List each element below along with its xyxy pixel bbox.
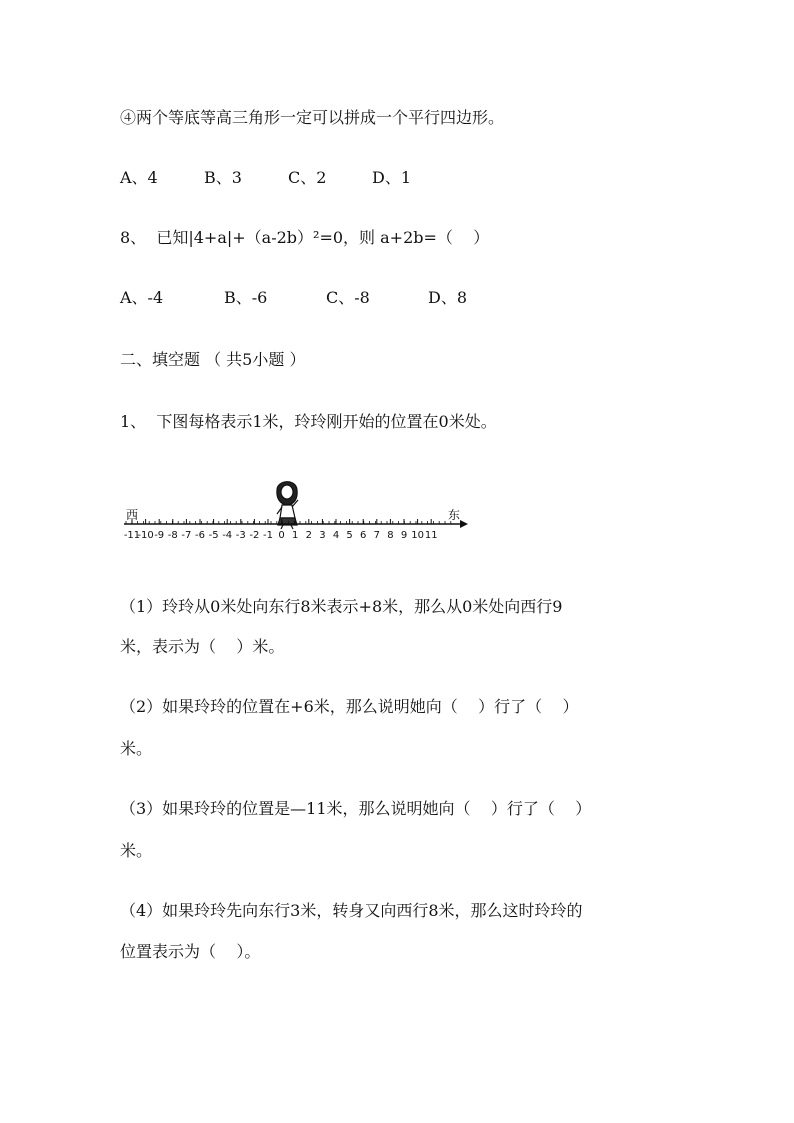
tick-label: -8 bbox=[167, 530, 178, 541]
sub-question-3-line-2: 米。 bbox=[120, 841, 153, 860]
tick-label: -10 bbox=[137, 530, 154, 541]
q7-option-c: C、2 bbox=[288, 168, 327, 187]
tick-label: -9 bbox=[154, 530, 165, 541]
east-label: 东 bbox=[448, 508, 461, 522]
number-line-figure bbox=[120, 472, 480, 547]
tick-label: 8 bbox=[387, 530, 394, 541]
tick-label: -6 bbox=[195, 530, 205, 541]
tick-label: 2 bbox=[305, 530, 312, 541]
q8-option-b: B、-6 bbox=[224, 288, 268, 307]
sub-question-1-line-2: 米，表示为（ ）米。 bbox=[120, 637, 285, 656]
section-2-title: 二、填空题 （ 共5小题 ） bbox=[120, 350, 306, 369]
west-label: 西 bbox=[126, 508, 139, 522]
tick-label: -3 bbox=[235, 530, 246, 541]
tick-label: 3 bbox=[319, 530, 326, 541]
q8-question: 8、 已知|4+a|+（a-2b）²=0，则 a+2b=（ ） bbox=[120, 228, 490, 247]
sub-question-2-line-1: （2）如果玲玲的位置在+6米，那么说明她向（ ）行了（ ） bbox=[120, 697, 579, 716]
tick-label: 9 bbox=[400, 530, 408, 541]
tick-label: -4 bbox=[222, 530, 233, 541]
tick-label: -7 bbox=[181, 530, 192, 541]
fill-question-1-intro: 1、 下图每格表示1米，玲玲刚开始的位置在0米处。 bbox=[120, 412, 497, 431]
tick-label: -11 bbox=[123, 530, 141, 541]
sub-question-4-line-1: （4）如果玲玲先向东行3米，转身又向西行8米，那么这时玲玲的 bbox=[120, 901, 583, 920]
tick-label: 4 bbox=[332, 530, 340, 541]
q7-option-b: B、3 bbox=[204, 168, 242, 187]
q7-option-a: A、4 bbox=[120, 168, 158, 187]
tick-label: 10 bbox=[411, 530, 424, 541]
tick-label: -2 bbox=[249, 530, 260, 541]
tick-label: 7 bbox=[373, 530, 380, 541]
tick-label: 11 bbox=[424, 530, 438, 541]
q8-option-d: D、8 bbox=[428, 288, 468, 307]
sub-question-4-line-2: 位置表示为（ ）。 bbox=[120, 942, 261, 961]
tick-label: 5 bbox=[346, 530, 353, 541]
q8-option-a: A、-4 bbox=[120, 288, 164, 307]
sub-question-3-line-1: （3）如果玲玲的位置是—11米，那么说明她向（ ）行了（ ） bbox=[120, 799, 592, 818]
tick-label: -1 bbox=[263, 530, 273, 541]
q8-option-c: C、-8 bbox=[326, 288, 370, 307]
q7-option-d: D、1 bbox=[372, 168, 412, 187]
tick-label: 0 bbox=[278, 530, 285, 541]
sub-question-1-line-1: （1）玲玲从0米处向东行8米表示+8米，那么从0米处向西行9 bbox=[120, 597, 563, 616]
sub-question-2-line-2: 米。 bbox=[120, 739, 153, 758]
axis-arrow-icon bbox=[460, 520, 468, 528]
tick-label: -5 bbox=[208, 530, 219, 541]
tick-label: 6 bbox=[360, 530, 367, 541]
q7-statement-4: ④两个等底等高三角形一定可以拼成一个平行四边形。 bbox=[120, 108, 505, 127]
tick-label: 1 bbox=[292, 530, 299, 541]
